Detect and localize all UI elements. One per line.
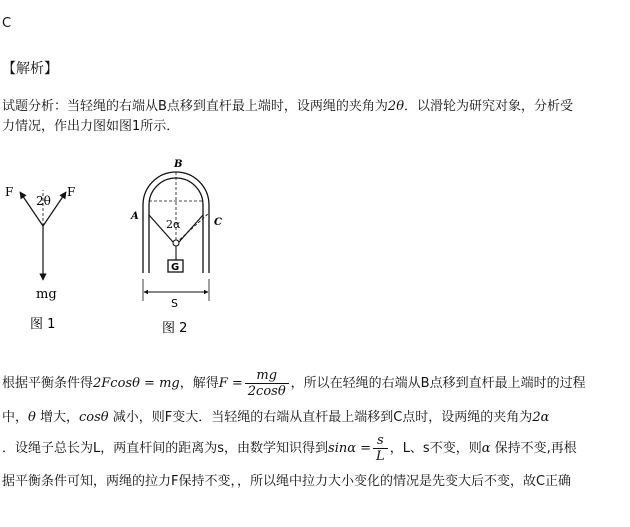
angle-2alpha: 2α	[532, 410, 550, 425]
fraction-numerator: s	[373, 433, 388, 449]
point-c-label: C	[214, 217, 222, 228]
sin-alpha: sinα =	[328, 441, 372, 456]
angle-2theta: 2θ	[387, 99, 405, 114]
fraction-numerator: mg	[245, 368, 289, 384]
force-left-label: F	[5, 185, 14, 199]
s-over-l-fraction	[373, 433, 388, 464]
solution-text: ，所以在轻绳的右端从B点移到直杆最上端时的过程	[290, 376, 586, 391]
solution-text: 中，	[2, 410, 29, 425]
answer-letter: C	[2, 16, 12, 31]
solution-line-1	[2, 367, 586, 401]
section-title: 【解析】	[2, 61, 58, 77]
fraction-denominator: L	[376, 449, 385, 464]
analysis-line-1	[2, 95, 573, 114]
solution-line-3	[2, 432, 577, 466]
solution-text: ．设绳子总长为L，两直杆间的距离为s，由数学知识得到	[2, 441, 329, 456]
pulley	[173, 240, 179, 246]
equation-f-fraction	[245, 368, 289, 399]
solution-line-4: 据平衡条件可知，两绳的拉力F保持不变，，所以绳中拉力大小变化的情况是先变大后不变，故C正确	[2, 474, 572, 489]
figure-2-caption: 图 2	[162, 321, 188, 336]
solution-text: 保持不变,再根	[494, 441, 577, 456]
analysis-text: 试题分析：当轻绳的右端从B点移到直杆最上端时，设两绳的夹角为	[2, 99, 388, 114]
alpha-symbol: α	[481, 441, 491, 456]
solution-text: ，L、s不变，则	[389, 441, 482, 456]
analysis-text: ．以滑轮为研究对象，分析受	[404, 99, 574, 114]
solution-text: 减小，则F变大．当轻绳的右端从直杆最上端移到C点时，设两绳的夹角为	[112, 410, 533, 425]
figure-1-force-diagram	[0, 170, 100, 335]
solution-line-2	[2, 406, 549, 425]
figure-2-frame-diagram	[128, 155, 238, 340]
equation-balance: 2Fcosθ = mg	[93, 376, 180, 391]
analysis-line-2: 力情况，作出力图如图1所示．	[2, 119, 180, 134]
angle-label: 2α	[166, 218, 181, 231]
force-right-label: F	[67, 185, 76, 199]
cos-theta: cosθ	[79, 410, 109, 425]
point-a-label: A	[131, 211, 139, 222]
angle-label: 2θ	[36, 194, 51, 208]
rope-right	[179, 215, 203, 242]
block-label: G	[171, 262, 180, 273]
theta-symbol: θ	[28, 410, 36, 425]
distance-label: S	[171, 297, 178, 310]
solution-text: 根据平衡条件得	[2, 376, 94, 391]
equation-f-lhs: F =	[218, 376, 243, 391]
point-b-label: B	[174, 159, 183, 170]
fraction-denominator: 2cosθ	[247, 384, 286, 399]
rope-dashed-line	[176, 213, 209, 243]
figure-1-caption: 图 1	[30, 317, 56, 332]
solution-text: ，解得	[179, 376, 219, 391]
solution-text: 增大，	[39, 410, 79, 425]
weight-label: mg	[36, 287, 57, 302]
